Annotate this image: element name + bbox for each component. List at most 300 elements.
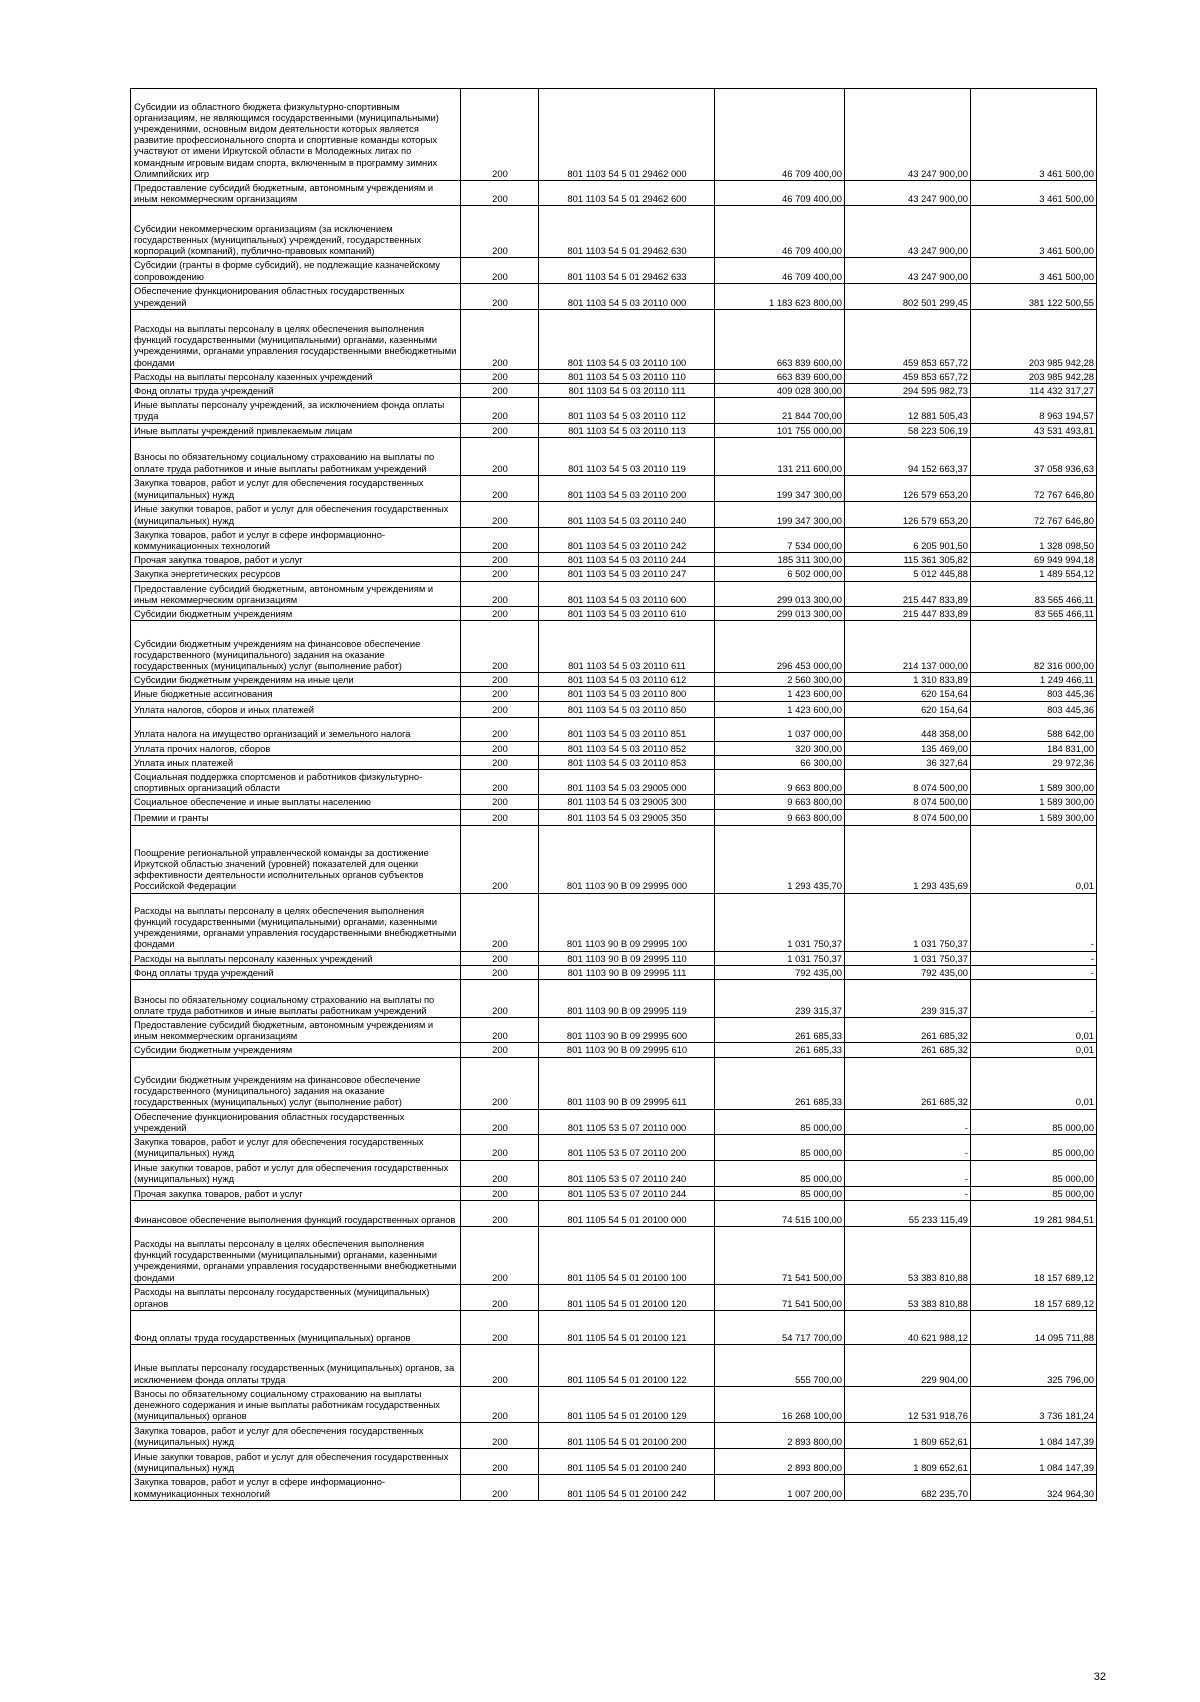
- row-executed-amount: 58 223 506,19: [845, 423, 971, 437]
- row-kbk-code: 801 1103 90 В 09 29995 600: [539, 1018, 715, 1043]
- row-plan-amount: 299 013 300,00: [715, 607, 845, 621]
- row-name: Премии и гранты: [131, 809, 461, 825]
- table-row: [131, 1057, 1097, 1109]
- table-row: [131, 1475, 1097, 1500]
- row-remaining-amount: 1 589 300,00: [971, 795, 1097, 809]
- row-plan-amount: 261 685,33: [715, 1043, 845, 1057]
- row-code: 200: [461, 206, 539, 258]
- row-name: Закупка товаров, работ и услуг в сфере информационно-коммуникационных технологий: [131, 1475, 461, 1500]
- table-row: [131, 1226, 1097, 1284]
- row-executed-amount: 1 809 652,61: [845, 1423, 971, 1449]
- table-row: [131, 755, 1097, 769]
- row-remaining-amount: 29 972,36: [971, 755, 1097, 769]
- row-name: Иные закупки товаров, работ и услуг для обеспечения государственных (муниципальных) нужд: [131, 501, 461, 527]
- row-name: Расходы на выплаты персоналу в целях обеспечения выполнения функций государственными (муниципальными) органами, казенными учреждениями, органами управления государственными внебюджетными фондами: [131, 309, 461, 369]
- row-name: Субсидии бюджетным учреждениям: [131, 607, 461, 621]
- row-kbk-code: 801 1105 53 5 07 20110 244: [539, 1186, 715, 1200]
- row-remaining-amount: 803 445,36: [971, 687, 1097, 701]
- row-remaining-amount: 85 000,00: [971, 1109, 1097, 1134]
- row-code: 200: [461, 893, 539, 951]
- row-executed-amount: 12 531 918,76: [845, 1386, 971, 1423]
- row-code: 200: [461, 89, 539, 181]
- row-remaining-amount: 18 157 689,12: [971, 1284, 1097, 1310]
- row-plan-amount: 296 453 000,00: [715, 621, 845, 673]
- row-name: Прочая закупка товаров, работ и услуг: [131, 1186, 461, 1200]
- row-executed-amount: 620 154,64: [845, 701, 971, 717]
- row-executed-amount: 294 595 982,73: [845, 384, 971, 398]
- row-plan-amount: 54 717 700,00: [715, 1310, 845, 1344]
- row-kbk-code: 801 1103 54 5 01 29462 600: [539, 181, 715, 206]
- row-name: Субсидии некоммерческим организациям (за исключением государственных (муниципальных) учреждений, государственных корпораций (компаний), публично-правовых компаний): [131, 206, 461, 258]
- table-row: [131, 965, 1097, 979]
- row-code: 200: [461, 701, 539, 717]
- row-kbk-code: 801 1103 90 В 09 29995 611: [539, 1057, 715, 1109]
- row-name: Фонд оплаты труда государственных (муниципальных) органов: [131, 1310, 461, 1344]
- row-remaining-amount: 8 963 194,57: [971, 398, 1097, 423]
- row-plan-amount: 261 685,33: [715, 1018, 845, 1043]
- row-code: 200: [461, 980, 539, 1018]
- row-remaining-amount: 803 445,36: [971, 701, 1097, 717]
- row-code: 200: [461, 1344, 539, 1386]
- row-name: Уплата налога на имущество организаций и земельного налога: [131, 717, 461, 741]
- table-row: [131, 1200, 1097, 1226]
- row-executed-amount: 261 685,32: [845, 1057, 971, 1109]
- row-name: Социальная поддержка спортсменов и работников физкультурно-спортивных организаций области: [131, 770, 461, 795]
- row-executed-amount: 261 685,32: [845, 1018, 971, 1043]
- row-kbk-code: 801 1103 54 5 03 20110 113: [539, 423, 715, 437]
- row-name: Социальное обеспечение и иные выплаты населению: [131, 795, 461, 809]
- row-code: 200: [461, 1449, 539, 1475]
- row-name: Субсидии бюджетным учреждениям на иные цели: [131, 673, 461, 687]
- row-remaining-amount: 3 461 500,00: [971, 258, 1097, 283]
- row-kbk-code: 801 1105 54 5 01 20100 242: [539, 1475, 715, 1500]
- row-remaining-amount: 43 531 493,81: [971, 423, 1097, 437]
- row-kbk-code: 801 1103 54 5 03 20110 200: [539, 475, 715, 501]
- table-row: [131, 1386, 1097, 1423]
- row-name: Предоставление субсидий бюджетным, автономным учреждениям и иным некоммерческим организациям: [131, 181, 461, 206]
- row-name: Предоставление субсидий бюджетным, автономным учреждениям и иным некоммерческим организациям: [131, 581, 461, 606]
- row-executed-amount: 43 247 900,00: [845, 206, 971, 258]
- row-executed-amount: 94 152 663,37: [845, 437, 971, 475]
- row-code: 200: [461, 398, 539, 423]
- row-remaining-amount: 1 589 300,00: [971, 770, 1097, 795]
- row-plan-amount: 2 560 300,00: [715, 673, 845, 687]
- row-plan-amount: 1 423 600,00: [715, 687, 845, 701]
- row-kbk-code: 801 1103 54 5 03 20110 600: [539, 581, 715, 606]
- row-kbk-code: 801 1103 54 5 01 29462 000: [539, 89, 715, 181]
- table-row: [131, 893, 1097, 951]
- row-executed-amount: 1 809 652,61: [845, 1449, 971, 1475]
- row-remaining-amount: 69 949 994,18: [971, 553, 1097, 567]
- row-name: Иные выплаты персоналу учреждений, за исключением фонда оплаты труда: [131, 398, 461, 423]
- row-code: 200: [461, 1186, 539, 1200]
- row-plan-amount: 663 839 600,00: [715, 369, 845, 383]
- row-remaining-amount: 1 589 300,00: [971, 809, 1097, 825]
- row-remaining-amount: 85 000,00: [971, 1160, 1097, 1186]
- row-code: 200: [461, 384, 539, 398]
- row-remaining-amount: 37 058 936,63: [971, 437, 1097, 475]
- row-code: 200: [461, 1386, 539, 1423]
- row-remaining-amount: -: [971, 893, 1097, 951]
- row-name: Закупка товаров, работ и услуг для обеспечения государственных (муниципальных) нужд: [131, 1423, 461, 1449]
- row-plan-amount: 7 534 000,00: [715, 527, 845, 552]
- row-executed-amount: 261 685,32: [845, 1043, 971, 1057]
- row-kbk-code: 801 1105 54 5 01 20100 240: [539, 1449, 715, 1475]
- row-code: 200: [461, 181, 539, 206]
- row-name: Взносы по обязательному социальному страхованию на выплаты денежного содержания и иные выплаты работникам государственных (муниципальных) органов: [131, 1386, 461, 1423]
- row-executed-amount: 459 853 657,72: [845, 309, 971, 369]
- table-row: [131, 89, 1097, 181]
- table-row: [131, 309, 1097, 369]
- row-kbk-code: 801 1105 53 5 07 20110 000: [539, 1109, 715, 1134]
- row-executed-amount: 229 904,00: [845, 1344, 971, 1386]
- row-remaining-amount: 18 157 689,12: [971, 1226, 1097, 1284]
- row-remaining-amount: 1 249 466,11: [971, 673, 1097, 687]
- row-executed-amount: 53 383 810,88: [845, 1284, 971, 1310]
- row-code: 200: [461, 1284, 539, 1310]
- row-plan-amount: 792 435,00: [715, 965, 845, 979]
- row-plan-amount: 9 663 800,00: [715, 795, 845, 809]
- row-code: 200: [461, 951, 539, 965]
- table-row: [131, 673, 1097, 687]
- row-code: 200: [461, 423, 539, 437]
- row-kbk-code: 801 1103 90 В 09 29995 119: [539, 980, 715, 1018]
- row-kbk-code: 801 1105 53 5 07 20110 200: [539, 1135, 715, 1160]
- row-kbk-code: 801 1103 54 5 03 20110 850: [539, 701, 715, 717]
- row-remaining-amount: 381 122 500,55: [971, 283, 1097, 309]
- row-remaining-amount: 588 642,00: [971, 717, 1097, 741]
- row-code: 200: [461, 437, 539, 475]
- row-code: 200: [461, 1226, 539, 1284]
- row-kbk-code: 801 1103 54 5 03 20110 242: [539, 527, 715, 552]
- row-remaining-amount: -: [971, 965, 1097, 979]
- row-remaining-amount: -: [971, 980, 1097, 1018]
- row-code: 200: [461, 1200, 539, 1226]
- row-plan-amount: 409 028 300,00: [715, 384, 845, 398]
- row-executed-amount: 43 247 900,00: [845, 89, 971, 181]
- row-executed-amount: -: [845, 1186, 971, 1200]
- row-remaining-amount: 184 831,00: [971, 741, 1097, 755]
- row-executed-amount: 55 233 115,49: [845, 1200, 971, 1226]
- row-plan-amount: 46 709 400,00: [715, 258, 845, 283]
- row-remaining-amount: 85 000,00: [971, 1135, 1097, 1160]
- row-plan-amount: 1 031 750,37: [715, 951, 845, 965]
- row-remaining-amount: 85 000,00: [971, 1186, 1097, 1200]
- table-row: [131, 1310, 1097, 1344]
- row-name: Субсидии (гранты в форме субсидий), не подлежащие казначейскому сопровождению: [131, 258, 461, 283]
- table-row: [131, 369, 1097, 383]
- row-name: Закупка энергетических ресурсов: [131, 567, 461, 581]
- row-code: 200: [461, 1475, 539, 1500]
- row-plan-amount: 74 515 100,00: [715, 1200, 845, 1226]
- row-remaining-amount: -: [971, 951, 1097, 965]
- table-row: [131, 1344, 1097, 1386]
- row-remaining-amount: 0,01: [971, 825, 1097, 893]
- row-executed-amount: 8 074 500,00: [845, 795, 971, 809]
- row-code: 200: [461, 283, 539, 309]
- row-plan-amount: 1 423 600,00: [715, 701, 845, 717]
- row-name: Расходы на выплаты персоналу в целях обеспечения выполнения функций государственными (муниципальными) органами, казенными учреждениями, органами управления государственными внебюджетными фондами: [131, 893, 461, 951]
- row-plan-amount: 21 844 700,00: [715, 398, 845, 423]
- row-code: 200: [461, 1018, 539, 1043]
- table-row: [131, 1449, 1097, 1475]
- row-name: Фонд оплаты труда учреждений: [131, 965, 461, 979]
- table-row: [131, 980, 1097, 1018]
- row-plan-amount: 299 013 300,00: [715, 581, 845, 606]
- table-row: [131, 770, 1097, 795]
- row-executed-amount: 115 361 305,82: [845, 553, 971, 567]
- row-plan-amount: 6 502 000,00: [715, 567, 845, 581]
- table-row: [131, 475, 1097, 501]
- table-row: [131, 567, 1097, 581]
- row-executed-amount: 8 074 500,00: [845, 809, 971, 825]
- row-executed-amount: 5 012 445,88: [845, 567, 971, 581]
- row-code: 200: [461, 809, 539, 825]
- row-remaining-amount: 0,01: [971, 1043, 1097, 1057]
- row-code: 200: [461, 1043, 539, 1057]
- table-row: [131, 501, 1097, 527]
- row-executed-amount: 12 881 505,43: [845, 398, 971, 423]
- row-name: Поощрение региональной управленческой команды за достижение Иркутской областью значений (уровней) показателей для оценки эффективности деятельности исполнительных органов субъектов Российской Федерации: [131, 825, 461, 893]
- table-row: [131, 581, 1097, 606]
- budget-table-sheet: [130, 88, 1096, 1501]
- row-executed-amount: 43 247 900,00: [845, 181, 971, 206]
- table-row: [131, 527, 1097, 552]
- row-remaining-amount: 203 985 942,28: [971, 309, 1097, 369]
- table-row: [131, 701, 1097, 717]
- row-code: 200: [461, 567, 539, 581]
- row-executed-amount: 1 031 750,37: [845, 951, 971, 965]
- table-row: [131, 607, 1097, 621]
- row-kbk-code: 801 1103 54 5 03 20110 240: [539, 501, 715, 527]
- row-plan-amount: 1 183 623 800,00: [715, 283, 845, 309]
- row-code: 200: [461, 687, 539, 701]
- row-executed-amount: 6 205 901,50: [845, 527, 971, 552]
- row-name: Расходы на выплаты персоналу казенных учреждений: [131, 369, 461, 383]
- row-name: Расходы на выплаты персоналу казенных учреждений: [131, 951, 461, 965]
- row-remaining-amount: 1 328 098,50: [971, 527, 1097, 552]
- row-code: 200: [461, 825, 539, 893]
- row-plan-amount: 85 000,00: [715, 1135, 845, 1160]
- row-name: Иные закупки товаров, работ и услуг для обеспечения государственных (муниципальных) нужд: [131, 1160, 461, 1186]
- row-code: 200: [461, 1135, 539, 1160]
- row-remaining-amount: 14 095 711,88: [971, 1310, 1097, 1344]
- row-plan-amount: 9 663 800,00: [715, 770, 845, 795]
- row-code: 200: [461, 673, 539, 687]
- table-row: [131, 1423, 1097, 1449]
- row-remaining-amount: 1 084 147,39: [971, 1423, 1097, 1449]
- row-code: 200: [461, 717, 539, 741]
- table-row: [131, 809, 1097, 825]
- table-row: [131, 553, 1097, 567]
- row-remaining-amount: 83 565 466,11: [971, 607, 1097, 621]
- row-executed-amount: -: [845, 1109, 971, 1134]
- row-name: Уплата прочих налогов, сборов: [131, 741, 461, 755]
- budget-execution-table: [130, 88, 1097, 1501]
- row-code: 200: [461, 369, 539, 383]
- table-row: [131, 1284, 1097, 1310]
- table-row: [131, 423, 1097, 437]
- row-executed-amount: 620 154,64: [845, 687, 971, 701]
- table-row: [131, 741, 1097, 755]
- row-kbk-code: 801 1103 54 5 03 20110 611: [539, 621, 715, 673]
- row-name: Обеспечение функционирования областных государственных учреждений: [131, 283, 461, 309]
- row-code: 200: [461, 607, 539, 621]
- row-name: Субсидии бюджетным учреждениям на финансовое обеспечение государственного (муниципального) задания на оказание государственных (муниципальных) услуг (выполнение работ): [131, 1057, 461, 1109]
- row-remaining-amount: 3 461 500,00: [971, 206, 1097, 258]
- row-remaining-amount: 19 281 984,51: [971, 1200, 1097, 1226]
- row-plan-amount: 1 037 000,00: [715, 717, 845, 741]
- row-plan-amount: 199 347 300,00: [715, 475, 845, 501]
- row-executed-amount: 214 137 000,00: [845, 621, 971, 673]
- table-row: [131, 283, 1097, 309]
- row-plan-amount: 1 007 200,00: [715, 1475, 845, 1500]
- row-plan-amount: 101 755 000,00: [715, 423, 845, 437]
- page-number: 32: [1093, 1671, 1106, 1683]
- row-kbk-code: 801 1103 54 5 03 20110 244: [539, 553, 715, 567]
- row-name: Фонд оплаты труда учреждений: [131, 384, 461, 398]
- row-code: 200: [461, 581, 539, 606]
- row-plan-amount: 239 315,37: [715, 980, 845, 1018]
- row-plan-amount: 2 893 800,00: [715, 1423, 845, 1449]
- row-code: 200: [461, 258, 539, 283]
- row-plan-amount: 71 541 500,00: [715, 1284, 845, 1310]
- row-remaining-amount: 1 489 554,12: [971, 567, 1097, 581]
- row-executed-amount: 1 310 833,89: [845, 673, 971, 687]
- row-executed-amount: 36 327,64: [845, 755, 971, 769]
- row-kbk-code: 801 1103 54 5 03 20110 112: [539, 398, 715, 423]
- row-code: 200: [461, 1057, 539, 1109]
- table-row: [131, 1109, 1097, 1134]
- row-name: Закупка товаров, работ и услуг для обеспечения государственных (муниципальных) нужд: [131, 475, 461, 501]
- row-code: 200: [461, 621, 539, 673]
- row-executed-amount: 802 501 299,45: [845, 283, 971, 309]
- row-kbk-code: 801 1103 90 В 09 29995 111: [539, 965, 715, 979]
- row-code: 200: [461, 1160, 539, 1186]
- row-executed-amount: -: [845, 1160, 971, 1186]
- row-executed-amount: 1 293 435,69: [845, 825, 971, 893]
- row-plan-amount: 46 709 400,00: [715, 206, 845, 258]
- row-executed-amount: 1 031 750,37: [845, 893, 971, 951]
- row-name: Обеспечение функционирования областных государственных учреждений: [131, 1109, 461, 1134]
- table-row: [131, 437, 1097, 475]
- row-remaining-amount: 82 316 000,00: [971, 621, 1097, 673]
- row-code: 200: [461, 741, 539, 755]
- row-kbk-code: 801 1103 54 5 03 29005 350: [539, 809, 715, 825]
- row-remaining-amount: 72 767 646,80: [971, 475, 1097, 501]
- row-kbk-code: 801 1103 54 5 03 20110 247: [539, 567, 715, 581]
- row-name: Закупка товаров, работ и услуг в сфере информационно-коммуникационных технологий: [131, 527, 461, 552]
- row-executed-amount: 8 074 500,00: [845, 770, 971, 795]
- row-name: Иные бюджетные ассигнования: [131, 687, 461, 701]
- row-plan-amount: 555 700,00: [715, 1344, 845, 1386]
- row-kbk-code: 801 1103 54 5 03 20110 119: [539, 437, 715, 475]
- row-executed-amount: 215 447 833,89: [845, 607, 971, 621]
- row-name: Финансовое обеспечение выполнения функций государственных органов: [131, 1200, 461, 1226]
- row-remaining-amount: 325 796,00: [971, 1344, 1097, 1386]
- row-remaining-amount: 114 432 317,27: [971, 384, 1097, 398]
- row-kbk-code: 801 1103 54 5 01 29462 630: [539, 206, 715, 258]
- row-kbk-code: 801 1105 54 5 01 20100 129: [539, 1386, 715, 1423]
- row-name: Прочая закупка товаров, работ и услуг: [131, 553, 461, 567]
- row-kbk-code: 801 1105 54 5 01 20100 120: [539, 1284, 715, 1310]
- row-kbk-code: 801 1103 54 5 03 20110 853: [539, 755, 715, 769]
- row-kbk-code: 801 1103 90 В 09 29995 110: [539, 951, 715, 965]
- row-name: Расходы на выплаты персоналу государственных (муниципальных) органов: [131, 1284, 461, 1310]
- row-executed-amount: 40 621 988,12: [845, 1310, 971, 1344]
- row-remaining-amount: 1 084 147,39: [971, 1449, 1097, 1475]
- row-plan-amount: 1 031 750,37: [715, 893, 845, 951]
- row-remaining-amount: 203 985 942,28: [971, 369, 1097, 383]
- row-code: 200: [461, 770, 539, 795]
- row-name: Субсидии бюджетным учреждениям: [131, 1043, 461, 1057]
- row-kbk-code: 801 1105 54 5 01 20100 100: [539, 1226, 715, 1284]
- row-kbk-code: 801 1105 53 5 07 20110 240: [539, 1160, 715, 1186]
- row-executed-amount: 239 315,37: [845, 980, 971, 1018]
- row-code: 200: [461, 475, 539, 501]
- row-remaining-amount: 3 461 500,00: [971, 181, 1097, 206]
- row-kbk-code: 801 1105 54 5 01 20100 122: [539, 1344, 715, 1386]
- row-name: Субсидии из областного бюджета физкультурно-спортивным организациям, не являющимся государственными (муниципальными) учреждениями, основным видом деятельности которых является развитие профессионального спорта и спортивные команды которых участвуют от имени Иркутской области в Молодежных лигах по командным игровым видам спорта, включенным в программу зимних Олимпийских игр: [131, 89, 461, 181]
- row-kbk-code: 801 1103 54 5 03 20110 000: [539, 283, 715, 309]
- row-plan-amount: 9 663 800,00: [715, 809, 845, 825]
- row-name: Иные выплаты персоналу государственных (муниципальных) органов, за исключением фонда оплаты труда: [131, 1344, 461, 1386]
- row-name: Субсидии бюджетным учреждениям на финансовое обеспечение государственного (муниципального) задания на оказание государственных (муниципальных) услуг (выполнение работ): [131, 621, 461, 673]
- row-name: Взносы по обязательному социальному страхованию на выплаты по оплате труда работников и иные выплаты работникам учреждений: [131, 980, 461, 1018]
- row-kbk-code: 801 1103 54 5 03 29005 300: [539, 795, 715, 809]
- row-executed-amount: -: [845, 1135, 971, 1160]
- row-kbk-code: 801 1103 54 5 03 20110 852: [539, 741, 715, 755]
- row-kbk-code: 801 1103 54 5 03 20110 111: [539, 384, 715, 398]
- row-code: 200: [461, 501, 539, 527]
- row-remaining-amount: 3 461 500,00: [971, 89, 1097, 181]
- row-kbk-code: 801 1103 54 5 03 20110 610: [539, 607, 715, 621]
- table-row: [131, 1018, 1097, 1043]
- row-kbk-code: 801 1103 54 5 03 20110 800: [539, 687, 715, 701]
- row-plan-amount: 46 709 400,00: [715, 181, 845, 206]
- row-executed-amount: 126 579 653,20: [845, 475, 971, 501]
- row-kbk-code: 801 1103 54 5 01 29462 633: [539, 258, 715, 283]
- row-executed-amount: 682 235,70: [845, 1475, 971, 1500]
- row-remaining-amount: 3 736 181,24: [971, 1386, 1097, 1423]
- row-kbk-code: 801 1105 54 5 01 20100 000: [539, 1200, 715, 1226]
- row-code: 200: [461, 795, 539, 809]
- row-kbk-code: 801 1103 90 В 09 29995 100: [539, 893, 715, 951]
- row-plan-amount: 16 268 100,00: [715, 1386, 845, 1423]
- row-kbk-code: 801 1105 54 5 01 20100 121: [539, 1310, 715, 1344]
- row-plan-amount: 185 311 300,00: [715, 553, 845, 567]
- row-name: Уплата иных платежей: [131, 755, 461, 769]
- table-row: [131, 206, 1097, 258]
- row-plan-amount: 85 000,00: [715, 1186, 845, 1200]
- row-plan-amount: 1 293 435,70: [715, 825, 845, 893]
- row-kbk-code: 801 1103 54 5 03 29005 000: [539, 770, 715, 795]
- table-row: [131, 1135, 1097, 1160]
- row-kbk-code: 801 1103 54 5 03 20110 851: [539, 717, 715, 741]
- row-name: Взносы по обязательному социальному страхованию на выплаты по оплате труда работников и иные выплаты работникам учреждений: [131, 437, 461, 475]
- row-executed-amount: 448 358,00: [845, 717, 971, 741]
- row-plan-amount: 71 541 500,00: [715, 1226, 845, 1284]
- row-plan-amount: 66 300,00: [715, 755, 845, 769]
- row-kbk-code: 801 1103 54 5 03 20110 100: [539, 309, 715, 369]
- row-executed-amount: 53 383 810,88: [845, 1226, 971, 1284]
- row-code: 200: [461, 965, 539, 979]
- table-row: [131, 795, 1097, 809]
- row-code: 200: [461, 309, 539, 369]
- row-code: 200: [461, 1423, 539, 1449]
- row-remaining-amount: 0,01: [971, 1057, 1097, 1109]
- row-code: 200: [461, 553, 539, 567]
